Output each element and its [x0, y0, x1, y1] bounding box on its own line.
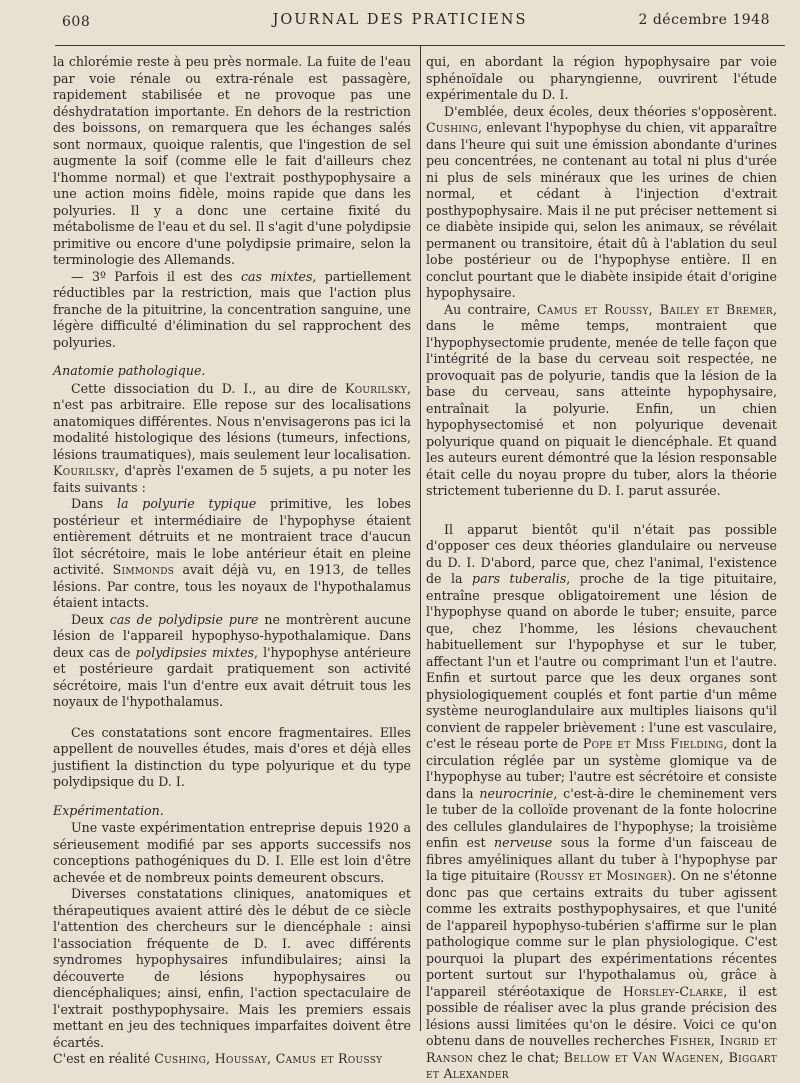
section-heading-anatomie: Anatomie pathologique.	[53, 363, 206, 378]
right-column	[426, 54, 777, 1083]
section-heading-experimentation: Expérimentation.	[53, 802, 164, 818]
paragraph: Cette dissociation du D. I., au dire de Kourilsky, n'est pas arbitraire. Elle repose sur des localisations anatomiques différentes. Nous n'envisagerons pas ici la modalité histologique des lésions (tumeurs, infections, lésions traumatiques), mais seulement leur localisation. Kourilsky, d'après l'examen de 5 sujets, a pu noter les faits suivants :	[53, 380, 411, 495]
paragraph: Diverses constatations cliniques, anatomiques et thérapeutiques avaient attiré dès le début de ce siècle l'attention des chercheurs sur le diencéphale : ainsi l'association fréquente de D. I. avec différents syndromes hypophysaires infundibulaires; ainsi la découverte de lésions hypophysaires ou diencéphaliques; ainsi, enfin, l'action spectaculaire de l'extrait posthypophysaire. Mais les premiers essais mettant en jeu des techniques imparfaites doivent être écartés.	[53, 886, 411, 1050]
paragraph: Dans la polyurie typique primitive, les lobes postérieur et intermédiaire de l'hypophyse étaient entièrement détruits et ne montraient trace d'aucun îlot sécrétoire, mais le lobe antérieur était en pleine activité. Simmonds avait déjà vu, en 1913, de telles lésions. Par contre, tous les noyaux de l'hypothalamus étaient intacts.	[53, 496, 411, 610]
paragraph: D'emblée, deux écoles, deux théories s'opposèrent. Cushing, enlevant l'hypophyse du chien, vit apparaître dans l'heure qui suit une émission abondante d'urines peu concentrées, ne contenant au total ni plus d'urée ni plus de sels minéraux que les urines de chien normal, et cédant à l'injection d'extrait posthypophysaire. Mais il ne put préciser nettement si ce diabète insipide qui, selon les animaux, se révélait permanent ou transitoire, était dû à l'ablation du seul lobe postérieur ou de l'hypophyse entière. Il en conclut pourtant que le diabète insipide était d'origine hypophysaire.	[426, 103, 777, 300]
paragraph: Deux cas de polydipsie pure ne montrèrent aucune lésion de l'appareil hypophyso-hypothalamique. Dans deux cas de polydipsies mixtes, l'hypophyse antérieure et postérieure gardait pratiquement son activité sécrétoire, mais l'un d'entre eux avait détruit tous les noyaux de l'hypothalamus.	[53, 611, 411, 709]
page-number: 608	[62, 14, 91, 30]
left-column	[53, 54, 411, 1068]
journal-title: JOURNAL DES PRATICIENS	[272, 12, 528, 28]
paragraph: Une vaste expérimentation entreprise depuis 1920 a sérieusement modifié par ses apports successifs nos conceptions pathogéniques du D. I. Elle est loin d'être achevée et de nombreux points demeurent obscurs.	[53, 820, 411, 885]
paragraph: qui, en abordant la région hypophysaire par voie sphénoïdale ou pharyngienne, ouvrirent l'étude expérimentale du D. I.	[426, 54, 777, 102]
paragraph: la chlorémie reste à peu près normale. La fuite de l'eau par voie rénale ou extra-rénale est passagère, rapidement stabilisée et ne provoque pas une déshydratation importante. En dehors de la restriction des boissons, on remarquera que les échanges salés sont normaux, quoique ralentis, que l'ingestion de sel augmente la soif (comme elle le fait d'ailleurs chez l'homme normal) et que l'extrait posthypophysaire a une action moins fidèle, moins rapide que dans les polyuries. Il y a donc une certaine fixité du métabolisme de l'eau et du sel. Il s'agit d'une polydipsie primitive ou encore d'une polydipsie primaire, selon la terminologie des Allemands.	[53, 54, 411, 267]
paragraph: C'est en réalité Cushing, Houssay, Camus et Roussy	[53, 1051, 383, 1066]
paragraph: Ces constatations sont encore fragmentaires. Elles appellent de nouvelles études, mais d'ores et déjà elles justifient la distinction du type polyurique et du type polydipsique du D. I.	[53, 724, 411, 789]
paragraph: Il apparut bientôt qu'il n'était pas possible d'opposer ces deux théories glandulaire ou nerveuse du D. I. D'abord, parce que, chez l'animal, l'existence de la pars tuberalis, proche de la tige pituitaire, entraîne presque obligatoirement une lésion de l'hypophyse quand on aborde le tuber; ensuite, parce que, chez l'homme, les lésions chevauchent habituellement sur l'hypophyse et sur le tuber, affectant l'un et l'autre ou comprimant l'un et l'autre. Enfin et surtout parce que les deux organes sont physiologiquement couplés et font partie d'un même système neuroglandulaire aux multiples liaisons qu'il convient de rappeler brièvement : l'une est vasculaire, c'est le réseau porte de Pope et Miss Fielding, dont la circulation réglée par un système glomique va de l'hypophyse au tuber; l'autre est sécrétoire et consiste dans la neurocrinie, c'est-à-dire le cheminement vers le tuber de la colloïde provenant de la fonte holocrine des cellules glandulaires de l'hypophyse; la troisième enfin est nerveuse sous la forme d'un faisceau de fibres amyéliniques allant du tuber à l'hypophyse par la tige pituitaire (Roussy et Mosinger). On ne s'étonne donc pas que certains extraits du tuber agissent comme les extraits posthypophysaires, et que l'unité de l'appareil hypophyso-tubérien s'affirme sur le plan pathologique comme sur le plan physiologique. C'est pourquoi la plupart des expérimentations récentes portent surtout sur l'hypothalamus où, grâce à l'appareil stéréotaxique de Horsley-Clarke, il est possible de réaliser avec la plus grande précision des lésions aussi limitées qu'on le désire. Voici ce qu'on obtenu dans de nouvelles recherches Fisher, Ingrid et Ranson chez le chat; Bellow et Van Wagenen, Biggart et Alexander	[426, 521, 778, 1081]
issue-date: 2 décembre 1948	[638, 12, 770, 28]
paragraph: — 3º Parfois il est des cas mixtes, partiellement réductibles par la restriction, mais que l'action plus franche de la pituitrine, la concentration sanguine, une légère difficulté d'élimination du sel rapprochent des polyuries.	[53, 268, 412, 350]
running-header	[0, 0, 800, 36]
column-divider	[420, 46, 421, 1031]
paragraph: Au contraire, Camus et Roussy, Bailey et Bremer, dans le même temps, montraient que l'hypophysectomie prudente, menée de telle façon que l'intégrité de la base du cerveau soit respectée, ne provoquait pas de polyurie, tandis que la lésion de la base du cerveau, sans atteinte hypophysaire, entraînait la polyurie. Enfin, un chien hypophysectomisé et non polyurique devenait polyurique quand on piquait le diencéphale. Et quand les auteurs eurent démontré que la lésion responsable était celle du noyau propre du tuber, alors la théorie strictement tuberienne du D. I. parut assurée.	[426, 301, 777, 498]
